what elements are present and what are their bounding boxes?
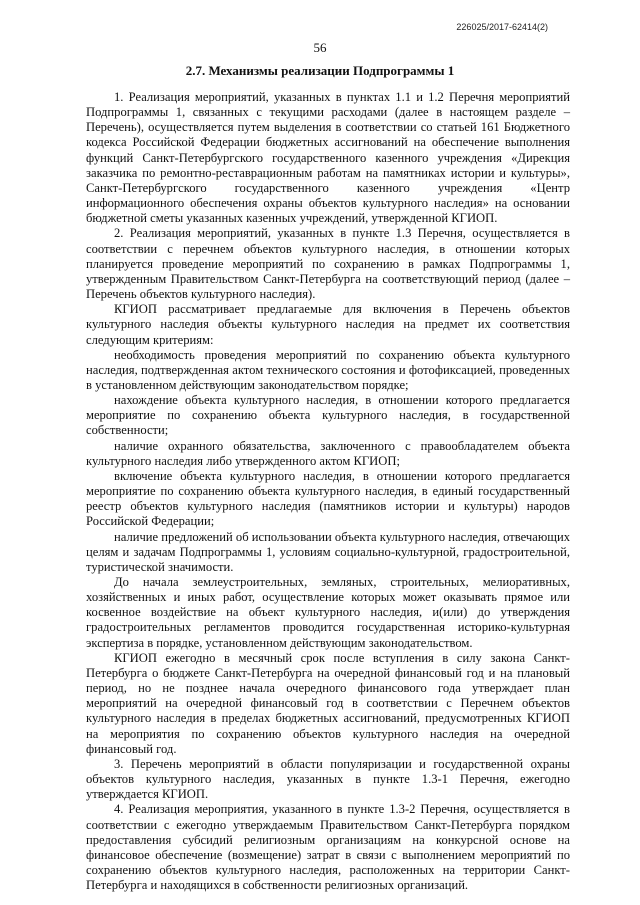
paragraph-4-subsidies: 4. Реализация мероприятия, указанного в пункте 1.3-2 Перечня, осуществляется в соответствии с ежегодно утверждаемым Правительством Санкт-Петербурга порядком предоставления субсидий религиозным организациям на конкурсной основе на финансовое обеспечение (возмещение) затрат в связи с выполнением мероприятий по сохранению объектов культурного наследия, расположенных на территории Санкт-Петербурга и находящихся в собственности религиозных организаций. — [86, 802, 570, 893]
page-number: 56 — [313, 40, 327, 55]
document-number: 226025/2017-62414(2) — [456, 22, 548, 32]
criterion-5: наличие предложений об использовании объекта культурного наследия, отвечающих целям и задачам Подпрограммы 1, условиям социально-культурной, градостроительной, туристической значимости. — [86, 529, 570, 574]
paragraph-3: КГИОП рассматривает предлагаемые для включения в Перечень объектов культурного наследия объекты культурного наследия на предмет их соответствия следующим критериям: — [86, 302, 570, 347]
paragraph-2: 2. Реализация мероприятий, указанных в пункте 1.3 Перечня, осуществляется в соответствии с перечнем объектов культурного наследия, в отношении которых планируется проведение мероприятий по сохранению в рамках Подпрограммы 1, утвержденным Правительством Санкт-Петербурга на соответствующий период (далее – Перечень объектов культурного наследия). — [86, 226, 570, 302]
paragraph-1: 1. Реализация мероприятий, указанных в пунктах 1.1 и 1.2 Перечня мероприятий Подпрограммы 1, связанных с текущими расходами (далее в настоящем разделе – Перечень), осуществляется путем выделения в соответствии со статьей 161 Бюджетного кодекса Российской Федерации бюджетных ассигнований на обеспечение выполнения функций Санкт-Петербургского государственного казенного учреждения «Дирекция заказчика по ремонтно-реставрационным работам на памятниках истории и культуры», Санкт-Петербургского государственного казенного учреждения «Центр информационного обеспечения охраны объектов культурного наследия» на основании бюджетной сметы указанных казенных учреждений, утвержденной КГИОП. — [86, 90, 570, 226]
criterion-1: необходимость проведения мероприятий по сохранению объекта культурного наследия, подтвержденная актом технического состояния и фотофиксацией, проведенных в установленном действующим законодательством порядке; — [86, 347, 570, 392]
criterion-4: включение объекта культурного наследия, в отношении которого предлагается мероприятие по сохранению объекта культурного наследия, в единый государственный реестр объектов культурного наследия (памятников истории и культуры) народов Российской Федерации; — [86, 468, 570, 529]
paragraph-plan: КГИОП ежегодно в месячный срок после вступления в силу закона Санкт-Петербурга о бюджете Санкт-Петербурга на очередной финансовый год и на плановый период, но не позднее начала очередного финансового года утверждает план мероприятий на очередной финансовый год в соответствии с Перечнем объектов культурного наследия в пределах бюджетных ассигнований, предусмотренных КГИОП на мероприятия по сохранению объектов культурного наследия на очередной финансовый год. — [86, 650, 570, 756]
criterion-3: наличие охранного обязательства, заключенного с правообладателем объекта культурного наследия либо утвержденного актом КГИОП; — [86, 438, 570, 468]
section-heading: 2.7. Механизмы реализации Подпрограммы 1 — [185, 63, 455, 78]
criterion-2: нахождение объекта культурного наследия, в отношении которого предлагается мероприятие по сохранению объекта культурного наследия, в государственной собственности; — [86, 393, 570, 438]
paragraph-expertise: До начала землеустроительных, земляных, строительных, мелиоративных, хозяйственных и иных работ, осуществление которых может оказывать прямое или косвенное воздействие на объект культурного наследия, и(или) до утверждения градостроительных регламентов проводится государственная историко-культурная экспертиза в порядке, установленном действующим законодательством. — [86, 575, 570, 650]
document-body — [86, 90, 570, 893]
paragraph-3-list: 3. Перечень мероприятий в области популяризации и государственной охраны объектов культурного наследия, указанных в пункте 1.3-1 Перечня, ежегодно утверждается КГИОП. — [86, 756, 570, 802]
